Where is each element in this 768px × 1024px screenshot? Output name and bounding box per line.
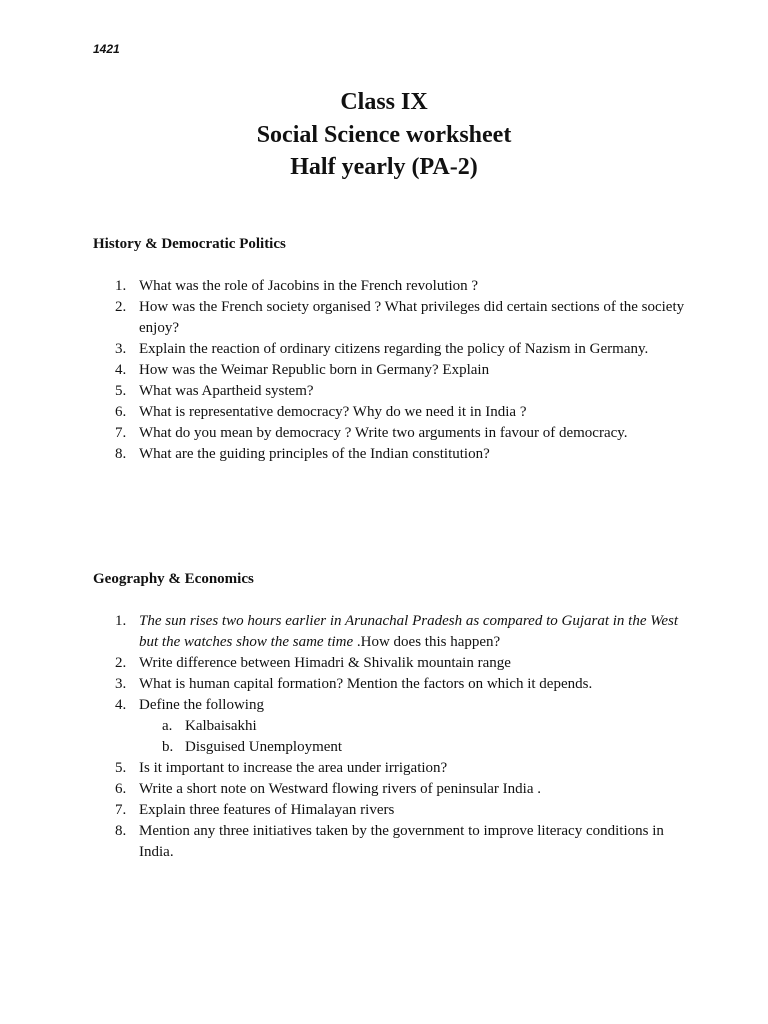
sub-question-text: Kalbaisakhi xyxy=(185,718,257,734)
list-item xyxy=(93,297,693,339)
question-number: 8. xyxy=(115,823,127,839)
history-question-list xyxy=(93,276,693,465)
sub-question-letter: b. xyxy=(162,739,174,755)
question-number: 2. xyxy=(115,655,127,671)
question-number: 2. xyxy=(115,299,127,315)
question-text: Is it important to increase the area under irrigation? xyxy=(139,760,448,776)
list-item xyxy=(93,360,693,381)
question-text: What is human capital formation? Mention the factors on which it depends. xyxy=(139,676,593,692)
question-text: Define the following xyxy=(139,697,264,713)
question-number: 7. xyxy=(115,425,127,441)
list-item xyxy=(93,339,693,360)
question-number: 5. xyxy=(115,760,127,776)
list-item xyxy=(93,444,693,465)
question-text: What was the role of Jacobins in the French revolution ? xyxy=(139,278,479,294)
title-exam: Half yearly (PA-2) xyxy=(290,154,478,180)
sub-list-item xyxy=(139,737,693,758)
section-heading-geography: Geography & Economics xyxy=(93,571,254,587)
list-item xyxy=(93,758,693,779)
section-heading-history: History & Democratic Politics xyxy=(93,236,286,252)
question-text: Mention any three initiatives taken by the government to improve literacy conditions in India. xyxy=(139,823,664,860)
sub-question-list xyxy=(139,716,693,758)
question-text: Write difference between Himadri & Shivalik mountain range xyxy=(139,655,511,671)
title-class: Class IX xyxy=(340,89,428,115)
question-text: Explain three features of Himalayan rivers xyxy=(139,802,395,818)
title-block xyxy=(0,86,768,184)
question-text: .How does this happen? xyxy=(356,634,501,650)
list-item xyxy=(93,821,693,863)
list-item xyxy=(93,674,693,695)
question-text: What do you mean by democracy ? Write two arguments in favour of democracy. xyxy=(139,425,628,441)
question-text: Explain the reaction of ordinary citizens regarding the policy of Nazism in Germany. xyxy=(139,341,649,357)
list-item xyxy=(93,779,693,800)
list-item xyxy=(93,276,693,297)
title-subject: Social Science worksheet xyxy=(256,121,512,148)
list-item xyxy=(93,695,693,758)
question-number: 8. xyxy=(115,446,127,462)
geography-question-list xyxy=(93,611,693,863)
question-number: 4. xyxy=(115,362,127,378)
sub-question-text: Disguised Unemployment xyxy=(185,739,343,755)
question-text: What are the guiding principles of the Indian constitution? xyxy=(139,446,490,462)
question-number: 5. xyxy=(115,383,127,399)
question-text: How was the French society organised ? What privileges did certain sections of the society enjoy? xyxy=(139,299,685,336)
question-text: How was the Weimar Republic born in Germany? Explain xyxy=(139,362,490,378)
question-text: What was Apartheid system? xyxy=(139,383,314,399)
list-item xyxy=(93,611,693,653)
list-item xyxy=(93,423,693,444)
sub-list-item xyxy=(139,716,693,737)
list-item xyxy=(93,800,693,821)
list-item xyxy=(93,653,693,674)
question-number: 3. xyxy=(115,676,127,692)
document-id: 1421 xyxy=(93,42,120,56)
list-item xyxy=(93,381,693,402)
question-number: 1. xyxy=(115,613,127,629)
question-number: 4. xyxy=(115,697,127,713)
question-text: Write a short note on Westward flowing rivers of peninsular India . xyxy=(139,781,541,797)
question-number: 3. xyxy=(115,341,127,357)
question-number: 1. xyxy=(115,278,127,294)
list-item xyxy=(93,402,693,423)
question-text: What is representative democracy? Why do we need it in India ? xyxy=(139,404,527,420)
sub-question-letter: a. xyxy=(162,718,173,734)
question-italic-text: The sun rises two hours earlier in Arunachal Pradesh as compared to Gujarat in the West but the watches show the same time xyxy=(139,613,679,650)
question-number: 7. xyxy=(115,802,127,818)
question-number: 6. xyxy=(115,404,127,420)
question-number: 6. xyxy=(115,781,127,797)
